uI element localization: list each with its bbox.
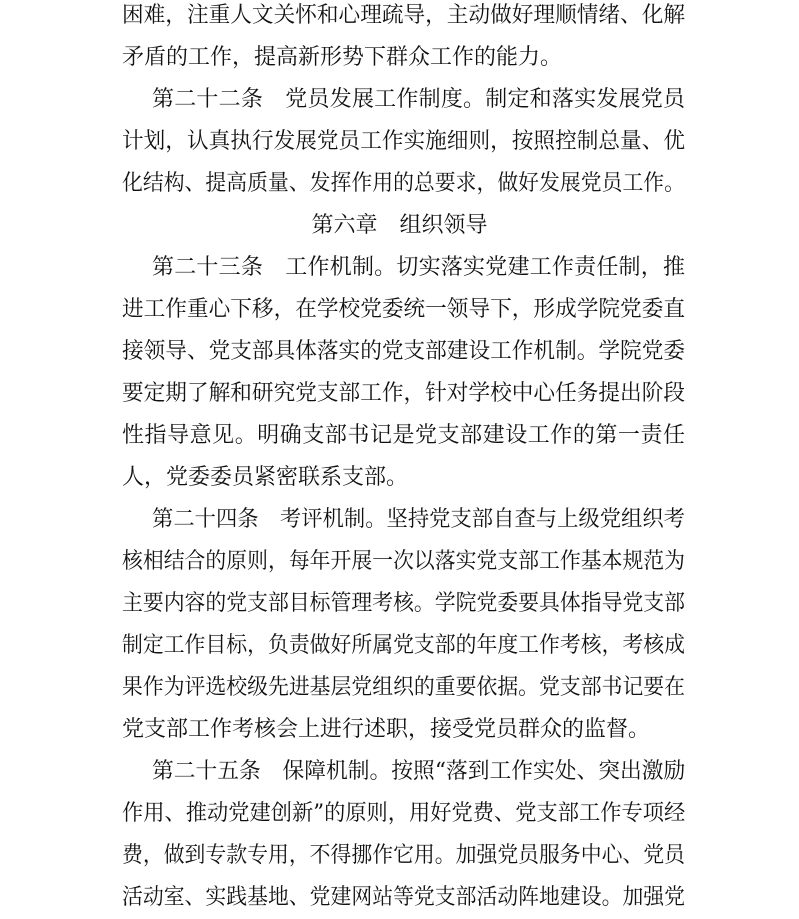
chapter-heading: 第六章 组织领导: [311, 213, 488, 238]
text-line: 主要内容的党支部目标管理考核。学院党委要具体指导党支部: [122, 591, 686, 616]
text-line: 性指导意见。明确支部书记是党支部建设工作的第一责任: [122, 423, 685, 448]
text-line: 果作为评选校级先进基层党组织的重要依据。党支部书记要在: [122, 675, 686, 700]
text-line: 党支部工作考核会上进行述职，接受党员群众的监督。: [122, 717, 651, 742]
text-line: 接领导、党支部具体落实的党支部建设工作机制。学院党委: [122, 339, 686, 364]
text-line: 进工作重心下移，在学校党委统一领导下，形成学院党委直: [122, 297, 686, 322]
text-line: 化结构、提高质量、发挥作用的总要求，做好发展党员工作。: [122, 171, 686, 196]
text-line: 矛盾的工作，提高新形势下群众工作的能力。: [122, 45, 563, 70]
text-line: 第二十五条 保障机制。按照“落到工作实处、突出激励: [152, 759, 686, 784]
text-line: 第二十四条 考评机制。坚持党支部自查与上级党组织考: [152, 507, 686, 532]
text-line: 困难，注重人文关怀和心理疏导，主动做好理顺情绪、化解: [122, 3, 686, 28]
text-line: 活动室、实践基地、党建网站等党支部活动阵地建设。加强党: [122, 885, 686, 910]
text-line: 要定期了解和研究党支部工作，针对学校中心任务提出阶段: [122, 381, 686, 406]
text-line: 计划，认真执行发展党员工作实施细则，按照控制总量、优: [122, 129, 686, 154]
text-line: 人，党委委员紧密联系支部。: [122, 465, 409, 490]
text-line: 第二十二条 党员发展工作制度。制定和落实发展党员: [152, 87, 685, 112]
text-line: 作用、推动党建创新”的原则，用好党费、党支部工作专项经: [122, 801, 686, 826]
text-line: 制定工作目标，负责做好所属党支部的年度工作考核，考核成: [122, 633, 686, 658]
text-line: 核相结合的原则，每年开展一次以落实党支部工作基本规范为: [122, 549, 686, 574]
text-line: 费，做到专款专用，不得挪作它用。加强党员服务中心、党员: [122, 843, 686, 868]
text-line: 第二十三条 工作机制。切实落实党建工作责任制，推: [152, 255, 685, 280]
